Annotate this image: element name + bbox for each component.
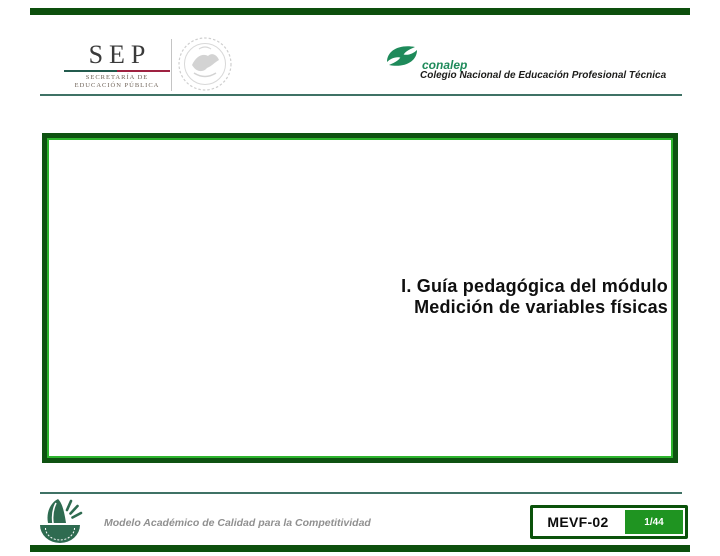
slide-title-line2: Medición de variables físicas: [414, 296, 668, 317]
sep-flag-green-segment: [64, 70, 117, 72]
eagle-seal-icon: [177, 35, 233, 98]
sep-caption-line1: SECRETARÍA DE: [85, 74, 149, 81]
document-code-badge: [530, 505, 688, 539]
header-divider-line: [171, 39, 172, 91]
conalep-brand-text: conalep: [422, 58, 468, 72]
sep-caption-line2: EDUCACIÓN PÚBLICA: [74, 82, 160, 89]
badge-page-number: 1/44: [625, 510, 683, 534]
header-rule-line: [40, 94, 682, 96]
sep-acronym-text: SEP: [88, 40, 152, 69]
footer-motto-text: Modelo Académico de Calidad para la Competitividad: [104, 517, 371, 529]
conalep-logo-icon: [384, 41, 420, 76]
conalep-tagline-text: Colegio Nacional de Educación Profesional Técnica: [420, 70, 667, 81]
slide-title-line1: I. Guía pedagógica del módulo: [401, 276, 668, 296]
top-frame-bar: [30, 8, 690, 15]
sep-logo: [62, 42, 172, 90]
footer-rule-line: [40, 492, 682, 494]
badge-code-text: MEVF-02: [547, 514, 609, 530]
sep-flag-red-segment: [117, 70, 170, 72]
slide-title: [248, 276, 668, 317]
sep-flag-line: [64, 70, 170, 72]
bottom-frame-bar: [30, 545, 690, 552]
